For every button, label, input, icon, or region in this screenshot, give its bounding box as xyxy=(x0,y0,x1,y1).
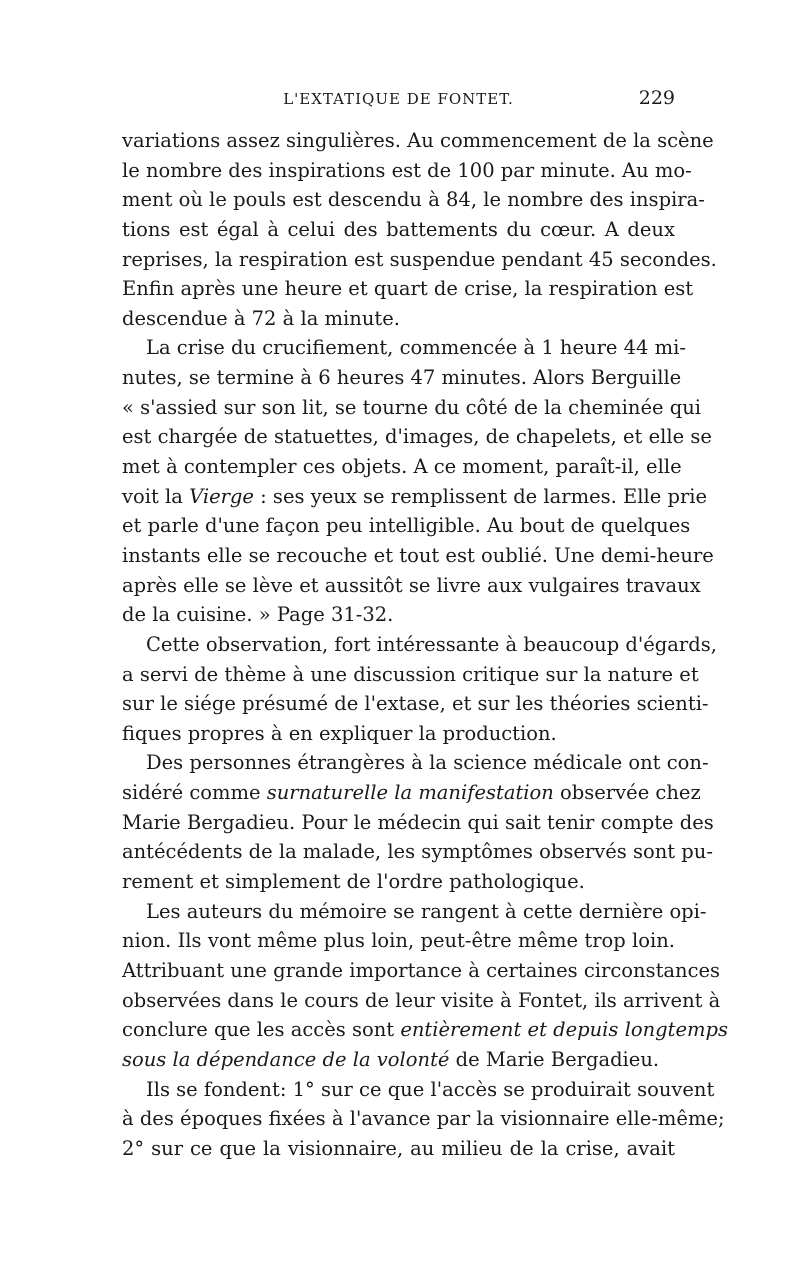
text-line: 2° sur ce que la visionnaire, au milieu de la crise, avait xyxy=(122,1136,675,1160)
text-line: descendue à 72 à la minute. xyxy=(122,306,400,330)
text-line: et parle d'une façon peu intelligible. Au bout de quelques xyxy=(122,514,691,538)
text-run: : ses yeux se remplissent de larmes. Elle prie xyxy=(253,484,708,508)
text-run: de Marie Bergadieu. xyxy=(449,1047,660,1071)
text-line xyxy=(122,778,701,808)
text-line: met à contempler ces objets. A ce moment, paraît-il, elle xyxy=(122,455,682,479)
text-line: rement et simplement de l'ordre pathologique. xyxy=(122,870,585,894)
text-line: après elle se lève et aussitôt se livre aux vulgaires travaux xyxy=(122,573,701,597)
text-line: Les auteurs du mémoire se rangent à cette dernière opi- xyxy=(146,899,707,923)
text-line: instants elle se recouche et tout est oublié. Une demi-heure xyxy=(122,543,714,567)
body-text xyxy=(122,126,728,1163)
text-line xyxy=(122,482,708,512)
text-run: sidéré comme xyxy=(122,781,267,805)
text-line: fiques propres à en expliquer la production. xyxy=(122,721,557,745)
text-line: « s'assied sur son lit, se tourne du côté de la cheminée qui xyxy=(122,395,702,419)
text-run: voit la xyxy=(122,484,190,508)
italic-text: Vierge xyxy=(189,484,254,508)
italic-text: surnaturelle la manifestation xyxy=(266,781,554,805)
text-line: tions est égal à celui des battements du cœur. A deux xyxy=(122,217,675,241)
text-line: Marie Bergadieu. Pour le médecin qui sait tenir compte des xyxy=(122,810,714,834)
text-line: Attribuant une grande importance à certaines circonstances xyxy=(122,958,721,982)
text-line: Des personnes étrangères à la science médicale ont con- xyxy=(146,751,709,775)
text-line: sur le siége présumé de l'extase, et sur les théories scienti- xyxy=(122,692,709,716)
text-line: à des époques fixées à l'avance par la visionnaire elle-même; xyxy=(122,1107,725,1131)
text-line: ment où le pouls est descendu à 84, le nombre des inspira- xyxy=(122,188,705,212)
italic-text: sous la dépendance de la volonté xyxy=(122,1047,450,1071)
italic-text: entièrement et depuis longtemps xyxy=(400,1018,728,1042)
page-number: 229 xyxy=(638,87,675,109)
text-line: est chargée de statuettes, d'images, de chapelets, et elle se xyxy=(122,425,712,449)
text-line: reprises, la respiration est suspendue pendant 45 secondes. xyxy=(122,247,717,271)
text-line: Enfin après une heure et quart de crise, la respiration est xyxy=(122,277,694,301)
text-line: La crise du crucifiement, commencée à 1 heure 44 mi- xyxy=(146,336,686,360)
text-line xyxy=(122,1015,728,1045)
text-line: antécédents de la malade, les symptômes observés sont pu- xyxy=(122,840,713,864)
running-title: L'EXTATIQUE DE FONTET. xyxy=(283,90,514,108)
text-line: nion. Ils vont même plus loin, peut-être même trop loin. xyxy=(122,929,675,953)
running-header xyxy=(122,87,675,116)
text-line: Ils se fondent: 1° sur ce que l'accès se produirait souvent xyxy=(146,1077,715,1101)
text-line: le nombre des inspirations est de 100 par minute. Au mo- xyxy=(122,158,692,182)
text-line: nutes, se termine à 6 heures 47 minutes. Alors Berguille xyxy=(122,366,682,390)
text-run: conclure que les accès sont xyxy=(122,1018,401,1042)
text-line: a servi de thème à une discussion critique sur la nature et xyxy=(122,662,699,686)
text-line xyxy=(122,1045,675,1075)
text-run: observée chez xyxy=(553,781,701,805)
text-line: observées dans le cours de leur visite à Fontet, ils arrivent à xyxy=(122,988,721,1012)
text-line: variations assez singulières. Au commencement de la scène xyxy=(122,129,714,152)
text-line: Cette observation, fort intéressante à beaucoup d'égards, xyxy=(146,632,717,656)
text-line: de la cuisine. » Page 31-32. xyxy=(122,603,394,627)
